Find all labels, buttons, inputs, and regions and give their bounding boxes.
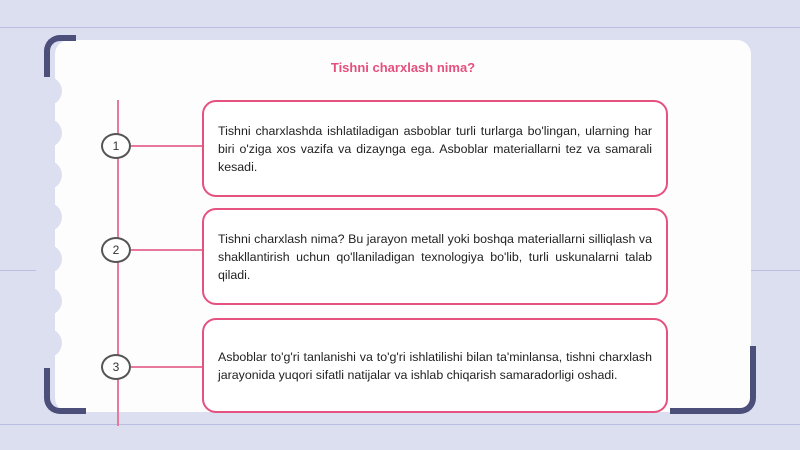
step-number-badge: 1 — [101, 133, 131, 159]
step-text: Tishni charxlash nima? Bu jarayon metall yoki boshqa materiallarni silliqlash va shakllantirish uchun qo'llaniladigan texnologiya bo'lib, turli uskunalarni talab qiladi. — [218, 231, 652, 282]
page-notch — [30, 76, 62, 106]
page-notch — [30, 286, 62, 316]
step-card — [202, 100, 668, 197]
background-line-bottom — [0, 424, 800, 425]
page-notch — [30, 160, 62, 190]
page-notch — [30, 118, 62, 148]
step-text: Asboblar to'g'ri tanlanishi va to'g'ri ishlatilishi bilan ta'minlansa, tishni charxlash jarayonida yuqori sifatli natijalar va ishlab chiqarish samaradorligi oshadi. — [218, 349, 652, 382]
page-notch — [30, 202, 62, 232]
step-text: Tishni charxlashda ishlatiladigan asboblar turli turlarga bo'lingan, ularning har biri o'ziga xos vazifa va dizaynga ega. Asboblar materiallarni tez va samarali kesadi. — [218, 123, 652, 174]
step-card — [202, 318, 668, 413]
page-title: Tishni charxlash nima? — [330, 60, 476, 75]
connector-line — [131, 145, 202, 147]
page-notch — [30, 328, 62, 358]
step-number-badge: 2 — [101, 237, 131, 263]
page-notch — [30, 244, 62, 274]
connector-line — [131, 249, 202, 251]
background-line-top — [0, 27, 800, 28]
step-card — [202, 208, 668, 305]
connector-line — [131, 366, 202, 368]
frame-corner-bottom-left — [44, 368, 86, 414]
frame-corner-bottom-right — [670, 346, 756, 414]
step-number-badge: 3 — [101, 354, 131, 380]
